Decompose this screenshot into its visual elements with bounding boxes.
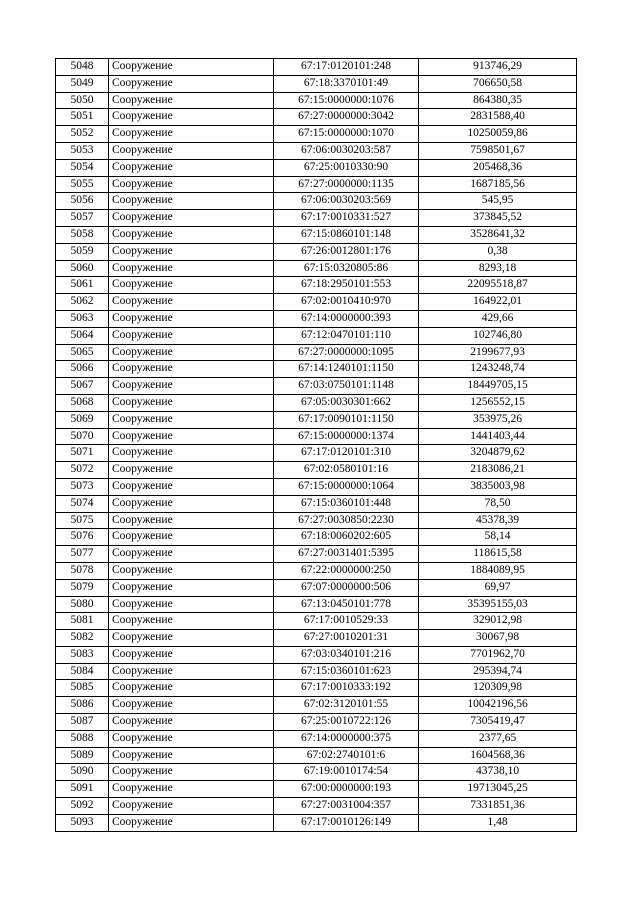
table-row [56, 630, 577, 647]
object-type-cell: Сооружение [109, 680, 274, 697]
row-number-cell: 5055 [56, 176, 109, 193]
value-cell: 7598501,67 [419, 142, 577, 159]
table-row [56, 596, 577, 613]
cadastral-number-cell: 67:14:1240101:1150 [274, 361, 419, 378]
value-cell: 30067,98 [419, 630, 577, 647]
table-row [56, 159, 577, 176]
value-cell: 0,38 [419, 243, 577, 260]
table-row [56, 142, 577, 159]
cadastral-number-cell: 67:14:0000000:393 [274, 310, 419, 327]
cadastral-number-cell: 67:27:0031004:357 [274, 798, 419, 815]
object-type-cell: Сооружение [109, 142, 274, 159]
value-cell: 2199677,93 [419, 344, 577, 361]
cadastral-number-cell: 67:25:0010722:126 [274, 714, 419, 731]
value-cell: 706650,58 [419, 75, 577, 92]
table-row [56, 680, 577, 697]
row-number-cell: 5072 [56, 462, 109, 479]
value-cell: 22095518,87 [419, 277, 577, 294]
cadastral-number-cell: 67:17:0090101:1150 [274, 411, 419, 428]
registry-table-body [56, 59, 577, 832]
cadastral-number-cell: 67:12:0470101:110 [274, 327, 419, 344]
row-number-cell: 5074 [56, 495, 109, 512]
table-row [56, 378, 577, 395]
row-number-cell: 5052 [56, 126, 109, 143]
object-type-cell: Сооружение [109, 92, 274, 109]
table-row [56, 798, 577, 815]
value-cell: 3528641,32 [419, 226, 577, 243]
object-type-cell: Сооружение [109, 361, 274, 378]
table-row [56, 663, 577, 680]
cadastral-number-cell: 67:17:0120101:248 [274, 59, 419, 76]
table-row [56, 562, 577, 579]
row-number-cell: 5087 [56, 714, 109, 731]
cadastral-number-cell: 67:02:0010410:970 [274, 294, 419, 311]
value-cell: 10250059,86 [419, 126, 577, 143]
value-cell: 1604568,36 [419, 747, 577, 764]
value-cell: 1687185,56 [419, 176, 577, 193]
object-type-cell: Сооружение [109, 411, 274, 428]
row-number-cell: 5054 [56, 159, 109, 176]
table-row [56, 226, 577, 243]
table-row [56, 109, 577, 126]
value-cell: 120309,98 [419, 680, 577, 697]
object-type-cell: Сооружение [109, 630, 274, 647]
value-cell: 373845,52 [419, 210, 577, 227]
row-number-cell: 5071 [56, 445, 109, 462]
object-type-cell: Сооружение [109, 310, 274, 327]
object-type-cell: Сооружение [109, 697, 274, 714]
row-number-cell: 5080 [56, 596, 109, 613]
value-cell: 8293,18 [419, 260, 577, 277]
row-number-cell: 5066 [56, 361, 109, 378]
cadastral-number-cell: 67:15:0000000:1076 [274, 92, 419, 109]
row-number-cell: 5064 [56, 327, 109, 344]
cadastral-number-cell: 67:13:0450101:778 [274, 596, 419, 613]
object-type-cell: Сооружение [109, 781, 274, 798]
cadastral-number-cell: 67:18:3370101:49 [274, 75, 419, 92]
object-type-cell: Сооружение [109, 260, 274, 277]
table-row [56, 277, 577, 294]
cadastral-number-cell: 67:07:0000000:506 [274, 579, 419, 596]
table-row [56, 814, 577, 831]
value-cell: 1884089,95 [419, 562, 577, 579]
cadastral-number-cell: 67:02:2740101:6 [274, 747, 419, 764]
table-row [56, 781, 577, 798]
row-number-cell: 5091 [56, 781, 109, 798]
row-number-cell: 5056 [56, 193, 109, 210]
cadastral-number-cell: 67:18:2950101:553 [274, 277, 419, 294]
object-type-cell: Сооружение [109, 579, 274, 596]
row-number-cell: 5076 [56, 529, 109, 546]
value-cell: 864380,35 [419, 92, 577, 109]
object-type-cell: Сооружение [109, 462, 274, 479]
row-number-cell: 5070 [56, 428, 109, 445]
table-row [56, 512, 577, 529]
cadastral-number-cell: 67:18:0060202:605 [274, 529, 419, 546]
row-number-cell: 5081 [56, 613, 109, 630]
object-type-cell: Сооружение [109, 226, 274, 243]
cadastral-number-cell: 67:17:0010331:527 [274, 210, 419, 227]
value-cell: 1,48 [419, 814, 577, 831]
cadastral-number-cell: 67:03:0340101:216 [274, 646, 419, 663]
cadastral-number-cell: 67:15:0000000:1064 [274, 478, 419, 495]
object-type-cell: Сооружение [109, 193, 274, 210]
object-type-cell: Сооружение [109, 126, 274, 143]
cadastral-number-cell: 67:17:0010529:33 [274, 613, 419, 630]
object-type-cell: Сооружение [109, 764, 274, 781]
object-type-cell: Сооружение [109, 495, 274, 512]
cadastral-number-cell: 67:15:0360101:623 [274, 663, 419, 680]
value-cell: 1243248,74 [419, 361, 577, 378]
value-cell: 7331851,36 [419, 798, 577, 815]
row-number-cell: 5062 [56, 294, 109, 311]
cadastral-number-cell: 67:14:0000000:375 [274, 730, 419, 747]
row-number-cell: 5060 [56, 260, 109, 277]
table-row [56, 462, 577, 479]
row-number-cell: 5049 [56, 75, 109, 92]
object-type-cell: Сооружение [109, 730, 274, 747]
row-number-cell: 5086 [56, 697, 109, 714]
row-number-cell: 5067 [56, 378, 109, 395]
row-number-cell: 5057 [56, 210, 109, 227]
table-row [56, 260, 577, 277]
row-number-cell: 5063 [56, 310, 109, 327]
object-type-cell: Сооружение [109, 445, 274, 462]
object-type-cell: Сооружение [109, 596, 274, 613]
object-type-cell: Сооружение [109, 327, 274, 344]
cadastral-number-cell: 67:15:0360101:448 [274, 495, 419, 512]
row-number-cell: 5069 [56, 411, 109, 428]
object-type-cell: Сооружение [109, 75, 274, 92]
value-cell: 43738,10 [419, 764, 577, 781]
row-number-cell: 5075 [56, 512, 109, 529]
cadastral-number-cell: 67:15:0000000:1070 [274, 126, 419, 143]
value-cell: 7701962,70 [419, 646, 577, 663]
value-cell: 2831588,40 [419, 109, 577, 126]
object-type-cell: Сооружение [109, 529, 274, 546]
table-row [56, 210, 577, 227]
row-number-cell: 5073 [56, 478, 109, 495]
row-number-cell: 5093 [56, 814, 109, 831]
value-cell: 164922,01 [419, 294, 577, 311]
table-row [56, 613, 577, 630]
cadastral-number-cell: 67:27:0030850:2230 [274, 512, 419, 529]
object-type-cell: Сооружение [109, 714, 274, 731]
row-number-cell: 5065 [56, 344, 109, 361]
value-cell: 205468,36 [419, 159, 577, 176]
table-row [56, 764, 577, 781]
table-row [56, 411, 577, 428]
value-cell: 1441403,44 [419, 428, 577, 445]
table-row [56, 394, 577, 411]
table-row [56, 59, 577, 76]
table-row [56, 92, 577, 109]
object-type-cell: Сооружение [109, 277, 274, 294]
table-row [56, 361, 577, 378]
table-row [56, 646, 577, 663]
cadastral-number-cell: 67:27:0010201:31 [274, 630, 419, 647]
row-number-cell: 5085 [56, 680, 109, 697]
value-cell: 118615,58 [419, 546, 577, 563]
row-number-cell: 5084 [56, 663, 109, 680]
row-number-cell: 5058 [56, 226, 109, 243]
row-number-cell: 5090 [56, 764, 109, 781]
object-type-cell: Сооружение [109, 613, 274, 630]
value-cell: 35395155,03 [419, 596, 577, 613]
object-type-cell: Сооружение [109, 747, 274, 764]
row-number-cell: 5051 [56, 109, 109, 126]
cadastral-number-cell: 67:19:0010174:54 [274, 764, 419, 781]
row-number-cell: 5092 [56, 798, 109, 815]
cadastral-number-cell: 67:02:3120101:55 [274, 697, 419, 714]
cadastral-number-cell: 67:15:0860101:148 [274, 226, 419, 243]
row-number-cell: 5059 [56, 243, 109, 260]
row-number-cell: 5082 [56, 630, 109, 647]
object-type-cell: Сооружение [109, 378, 274, 395]
value-cell: 3835003,98 [419, 478, 577, 495]
cadastral-number-cell: 67:17:0120101:310 [274, 445, 419, 462]
table-row [56, 243, 577, 260]
cadastral-number-cell: 67:15:0000000:1374 [274, 428, 419, 445]
object-type-cell: Сооружение [109, 663, 274, 680]
row-number-cell: 5083 [56, 646, 109, 663]
cadastral-number-cell: 67:00:0000000:193 [274, 781, 419, 798]
object-type-cell: Сооружение [109, 478, 274, 495]
table-row [56, 445, 577, 462]
cadastral-number-cell: 67:27:0000000:3042 [274, 109, 419, 126]
value-cell: 2377,65 [419, 730, 577, 747]
row-number-cell: 5077 [56, 546, 109, 563]
object-type-cell: Сооружение [109, 394, 274, 411]
table-row [56, 730, 577, 747]
registry-table [55, 58, 577, 832]
table-row [56, 126, 577, 143]
cadastral-number-cell: 67:03:0750101:1148 [274, 378, 419, 395]
object-type-cell: Сооружение [109, 109, 274, 126]
cadastral-number-cell: 67:06:0030203:569 [274, 193, 419, 210]
value-cell: 329012,98 [419, 613, 577, 630]
table-row [56, 193, 577, 210]
table-row [56, 529, 577, 546]
table-row [56, 546, 577, 563]
table-row [56, 176, 577, 193]
row-number-cell: 5048 [56, 59, 109, 76]
object-type-cell: Сооружение [109, 344, 274, 361]
value-cell: 45378,39 [419, 512, 577, 529]
cadastral-number-cell: 67:17:0010126:149 [274, 814, 419, 831]
value-cell: 18449705,15 [419, 378, 577, 395]
value-cell: 2183086,21 [419, 462, 577, 479]
table-row [56, 747, 577, 764]
row-number-cell: 5068 [56, 394, 109, 411]
cadastral-number-cell: 67:27:0000000:1135 [274, 176, 419, 193]
object-type-cell: Сооружение [109, 646, 274, 663]
object-type-cell: Сооружение [109, 546, 274, 563]
value-cell: 295394,74 [419, 663, 577, 680]
table-row [56, 428, 577, 445]
value-cell: 19713045,25 [419, 781, 577, 798]
object-type-cell: Сооружение [109, 562, 274, 579]
cadastral-number-cell: 67:27:0031401:5395 [274, 546, 419, 563]
row-number-cell: 5089 [56, 747, 109, 764]
object-type-cell: Сооружение [109, 512, 274, 529]
table-row [56, 75, 577, 92]
object-type-cell: Сооружение [109, 294, 274, 311]
value-cell: 7305419,47 [419, 714, 577, 731]
table-row [56, 714, 577, 731]
value-cell: 353975,26 [419, 411, 577, 428]
object-type-cell: Сооружение [109, 798, 274, 815]
cadastral-number-cell: 67:15:0320805:86 [274, 260, 419, 277]
row-number-cell: 5050 [56, 92, 109, 109]
row-number-cell: 5079 [56, 579, 109, 596]
table-row [56, 697, 577, 714]
cadastral-number-cell: 67:17:0010333:192 [274, 680, 419, 697]
row-number-cell: 5061 [56, 277, 109, 294]
value-cell: 1256552,15 [419, 394, 577, 411]
row-number-cell: 5078 [56, 562, 109, 579]
table-row [56, 310, 577, 327]
cadastral-number-cell: 67:06:0030203:587 [274, 142, 419, 159]
table-row [56, 579, 577, 596]
table-row [56, 495, 577, 512]
cadastral-number-cell: 67:26:0012801:176 [274, 243, 419, 260]
object-type-cell: Сооружение [109, 59, 274, 76]
row-number-cell: 5053 [56, 142, 109, 159]
object-type-cell: Сооружение [109, 814, 274, 831]
table-row [56, 344, 577, 361]
object-type-cell: Сооружение [109, 428, 274, 445]
cadastral-number-cell: 67:02:0580101:16 [274, 462, 419, 479]
object-type-cell: Сооружение [109, 159, 274, 176]
value-cell: 102746,80 [419, 327, 577, 344]
value-cell: 3204879,62 [419, 445, 577, 462]
object-type-cell: Сооружение [109, 243, 274, 260]
value-cell: 10042196,56 [419, 697, 577, 714]
table-row [56, 327, 577, 344]
value-cell: 58,14 [419, 529, 577, 546]
value-cell: 913746,29 [419, 59, 577, 76]
table-row [56, 294, 577, 311]
value-cell: 78,50 [419, 495, 577, 512]
value-cell: 69,97 [419, 579, 577, 596]
cadastral-number-cell: 67:25:0010330:90 [274, 159, 419, 176]
object-type-cell: Сооружение [109, 176, 274, 193]
cadastral-number-cell: 67:22:0000000:250 [274, 562, 419, 579]
cadastral-number-cell: 67:27:0000000:1095 [274, 344, 419, 361]
cadastral-number-cell: 67:05:0030301:662 [274, 394, 419, 411]
object-type-cell: Сооружение [109, 210, 274, 227]
table-row [56, 478, 577, 495]
row-number-cell: 5088 [56, 730, 109, 747]
value-cell: 429,66 [419, 310, 577, 327]
value-cell: 545,95 [419, 193, 577, 210]
